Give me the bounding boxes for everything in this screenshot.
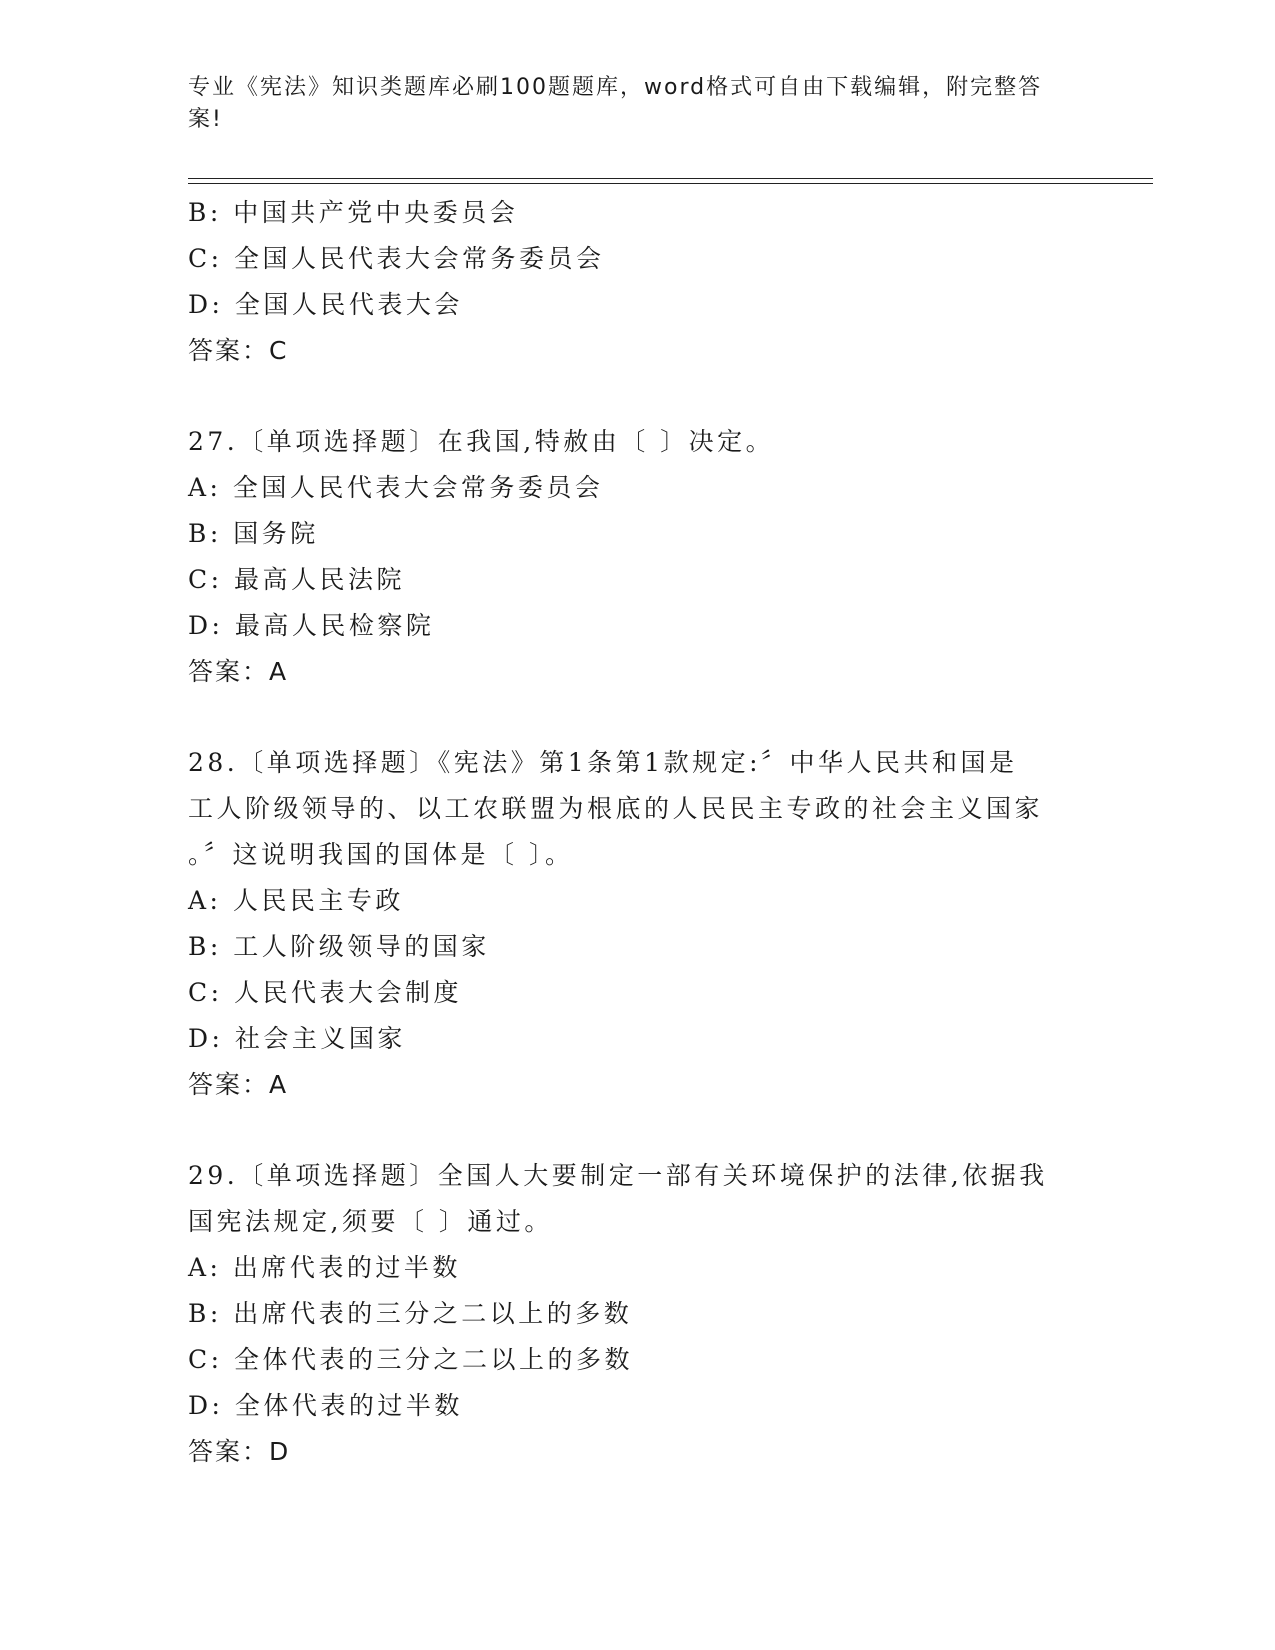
question-spacer [188,695,1068,740]
question-28-option-c: C: 人民代表大会制度 [188,978,462,1007]
question-29-option-c: C: 全体代表的三分之二以上的多数 [188,1345,633,1374]
header-title-line-1: 专业《宪法》知识类题库必刷100题题库，word格式可自由下载编辑，附完整答 [188,75,1043,100]
question-26-answer: 答案：C [188,336,289,365]
question-27-option-b: B: 国务院 [188,519,319,548]
question-28-stem-line-2: 工人阶级领导的、以工农联盟为根底的人民民主专政的社会主义国家 [188,794,1044,823]
question-27-stem: 27.〔单项选择题〕在我国,特赦由〔 〕决定。 [188,427,775,456]
question-29 [188,1153,1068,1475]
question-27-option-c: C: 最高人民法院 [188,565,405,594]
question-26-option-d: D: 全国人民代表大会 [188,290,463,319]
question-26-tail [188,190,1068,374]
question-29-option-d: D: 全体代表的过半数 [188,1391,463,1420]
question-26-option-b: B: 中国共产党中央委员会 [188,198,519,227]
question-28-stem-line-3: 。〞这说明我国的国体是〔 〕。 [188,840,574,869]
question-28-option-a: A: 人民民主专政 [188,886,404,915]
question-27 [188,419,1068,695]
question-28-stem-line-1: 28.〔单项选择题〕《宪法》第1条第1款规定:〞中华人民共和国是 [188,748,1018,777]
question-28-option-d: D: 社会主义国家 [188,1024,406,1053]
question-29-option-b: B: 出席代表的三分之二以上的多数 [188,1299,633,1328]
question-list [188,190,1068,1475]
question-27-answer: 答案：A [188,657,289,686]
document-header [188,72,1068,136]
question-27-option-d: D: 最高人民检察院 [188,611,435,640]
question-spacer [188,1108,1068,1153]
header-rule-top [188,178,1153,179]
question-27-option-a: A: 全国人民代表大会常务委员会 [188,473,604,502]
question-28-option-b: B: 工人阶级领导的国家 [188,932,490,961]
question-spacer [188,374,1068,419]
question-28 [188,740,1068,1108]
header-rule-bottom [188,183,1153,184]
question-26-option-c: C: 全国人民代表大会常务委员会 [188,244,605,273]
question-29-answer: 答案：D [188,1437,291,1466]
question-29-stem-line-2: 国宪法规定,须要〔 〕通过。 [188,1207,553,1236]
question-29-option-a: A: 出席代表的过半数 [188,1253,461,1282]
header-title-line-2: 案! [188,107,223,132]
question-28-answer: 答案：A [188,1070,289,1099]
question-29-stem-line-1: 29.〔单项选择题〕全国人大要制定一部有关环境保护的法律,依据我 [188,1161,1048,1190]
